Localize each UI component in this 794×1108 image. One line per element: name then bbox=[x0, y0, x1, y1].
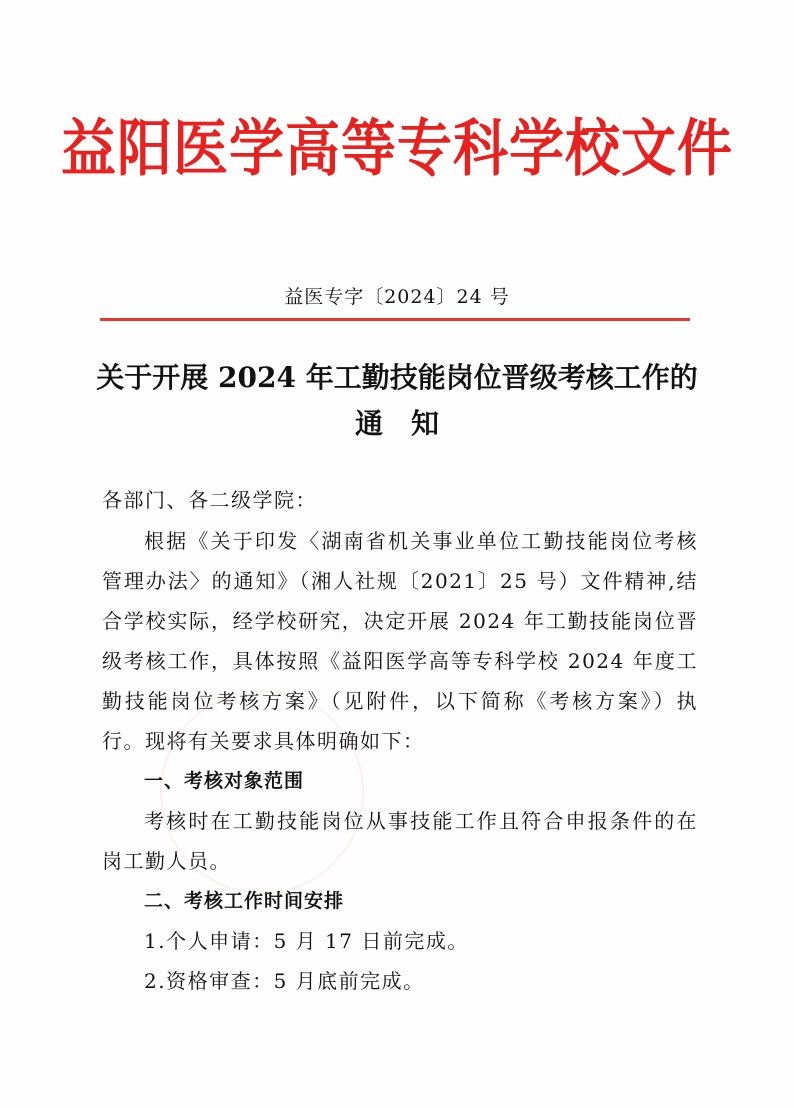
document-title-line-2: 通知 bbox=[354, 407, 467, 440]
list-item: 1.个人申请：5 月 17 日前完成。 bbox=[144, 929, 469, 953]
body-paragraph: 根据《关于印发〈湖南省机关事业单位工勤技能岗位考核管理办法〉的通知》（湘人社规〔2021〕25 号）文件精神,结合学校实际，经学校研究，决定开展 2024 年工勤技能岗位晋级考核工作，具体按照《益阳医学高等专科学校 2024 年度工勤技能岗位考核方案》（见附件，以下简称《考核方案》）执行。现将有关要求具体明确如下： bbox=[102, 529, 698, 753]
section-heading: 一、考核对象范围 bbox=[144, 770, 305, 792]
document-number: 益医专字〔2024〕24 号 bbox=[284, 286, 510, 308]
document-masthead: 益阳医学高等专科学校文件 bbox=[60, 111, 733, 185]
addressee: 各部门、各二级学院： bbox=[102, 488, 317, 512]
section-heading: 二、考核工作时间安排 bbox=[144, 890, 345, 912]
document-title-line-1: 关于开展 2024 年工勤技能岗位晋级考核工作的 bbox=[96, 361, 698, 394]
red-divider-line bbox=[100, 318, 690, 321]
document-body bbox=[102, 480, 698, 1001]
body-paragraph: 考核时在工勤技能岗位从事技能工作且符合申报条件的在岗工勤人员。 bbox=[102, 809, 698, 873]
document-title bbox=[60, 355, 734, 447]
list-item: 2.资格审查：5 月底前完成。 bbox=[144, 969, 425, 993]
